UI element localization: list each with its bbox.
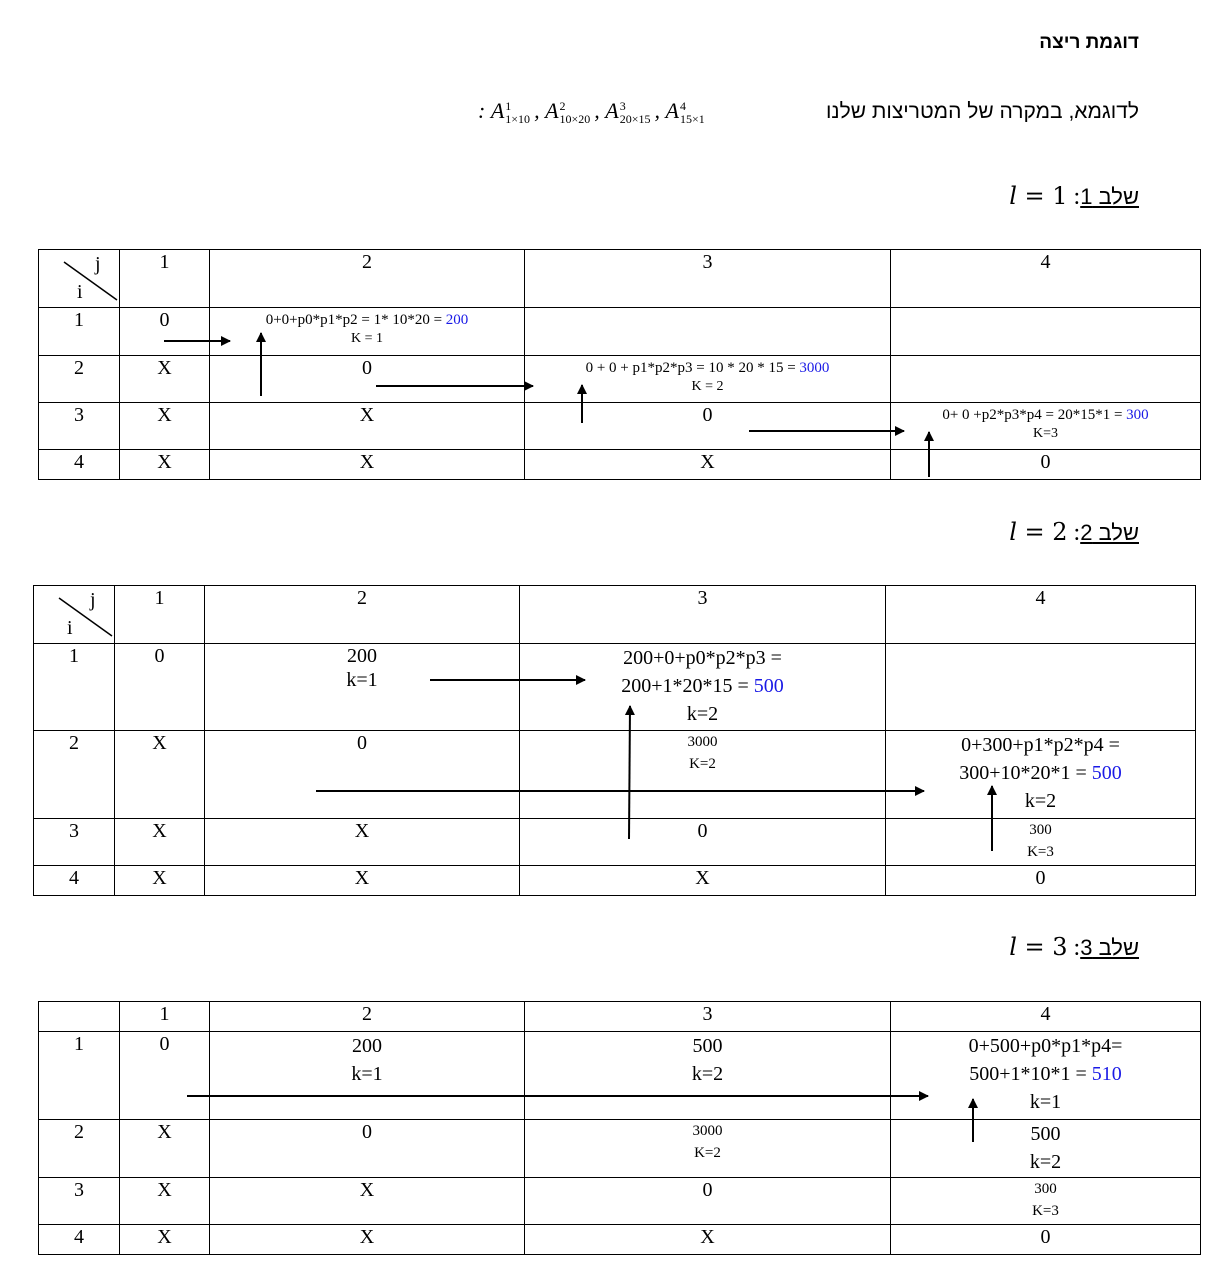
cell-2-4: 0+300+p1*p2*p4 = 300+10*20*1 = 500 k=2: [886, 731, 1196, 819]
col-header: 4: [886, 586, 1196, 644]
cell: X: [520, 866, 886, 896]
cell: X: [210, 450, 525, 480]
cell: 0: [120, 308, 210, 356]
cell-1-4: 0+500+p0*p1*p4= 500+1*10*1 = 510 k=1: [891, 1032, 1201, 1120]
col-header: 3: [525, 1002, 891, 1032]
col-header: 2: [205, 586, 520, 644]
row-header: 2: [39, 356, 120, 403]
table-step-1: [38, 249, 1201, 480]
row-header: 1: [39, 308, 120, 356]
table-step-3: [38, 1001, 1201, 1255]
cell: X: [210, 1178, 525, 1225]
col-header: 3: [525, 250, 891, 308]
corner-cell: [39, 1002, 120, 1032]
cell: 0: [891, 1225, 1201, 1255]
corner-cell: [34, 586, 115, 644]
cell: X: [120, 356, 210, 403]
cell: X: [120, 1178, 210, 1225]
row-header: 4: [39, 450, 120, 480]
cell: [891, 356, 1201, 403]
cell-1-3: 200+0+p0*p2*p3 = 200+1*20*15 = 500 k=2: [520, 644, 886, 731]
cell: 0: [210, 1120, 525, 1178]
row-header: 4: [34, 866, 115, 896]
cell: X: [120, 403, 210, 450]
cell: [886, 644, 1196, 731]
row-header: 4: [39, 1225, 120, 1255]
row-header: 1: [39, 1032, 120, 1120]
cell: X: [120, 1120, 210, 1178]
cell: 0: [891, 450, 1201, 480]
cell-1-2: 0+0+p0*p1*p2 = 1* 10*20 = 200 K = 1: [210, 308, 525, 356]
row-header: 1: [34, 644, 115, 731]
cell-2-3: 3000 K=2: [520, 731, 886, 819]
col-header: 2: [210, 250, 525, 308]
cell-2-3: 0 + 0 + p1*p2*p3 = 10 * 20 * 15 = 3000 K = 2: [525, 356, 891, 403]
matrix-a1: A 1 1×10: [490, 98, 531, 126]
corner-j: j: [90, 589, 96, 611]
col-header: 1: [120, 1002, 210, 1032]
cell: X: [205, 866, 520, 896]
step-2-heading: שלב 2: l = 2: [1009, 518, 1139, 546]
col-header: 3: [520, 586, 886, 644]
corner-i: i: [77, 281, 83, 303]
step-3-heading: שלב 3: l = 3: [1009, 933, 1139, 961]
cell: X: [525, 1225, 891, 1255]
cell-2-3: 3000 K=2: [525, 1120, 891, 1178]
cell: [891, 308, 1201, 356]
cell: X: [525, 450, 891, 480]
cell-2-4: 500 k=2: [891, 1120, 1201, 1178]
row-header: 2: [39, 1120, 120, 1178]
col-header: 4: [891, 250, 1201, 308]
cell: 0: [120, 1032, 210, 1120]
row-header: 3: [39, 403, 120, 450]
cell: X: [115, 731, 205, 819]
cell-1-3: 500 k=2: [525, 1032, 891, 1120]
cell: 0: [115, 644, 205, 731]
corner-j: j: [95, 253, 101, 275]
cell-3-4: 0+ 0 +p2*p3*p4 = 20*15*1 = 300 K=3: [891, 403, 1201, 450]
cell-1-2: 200 k=1: [205, 644, 520, 731]
cell-3-4: 300 K=3: [886, 819, 1196, 866]
cell: X: [115, 866, 205, 896]
row-header: 2: [34, 731, 115, 819]
cell: X: [210, 403, 525, 450]
col-header: 2: [210, 1002, 525, 1032]
cell-3-4: 300 K=3: [891, 1178, 1201, 1225]
cell: X: [120, 450, 210, 480]
cell: 0: [886, 866, 1196, 896]
cell: X: [115, 819, 205, 866]
cell: [525, 308, 891, 356]
cell: 0: [520, 819, 886, 866]
matrix-list: : A 1 1×10 , A 2 10×20 , A 3 20×15 , A 4 15×1: [478, 98, 705, 126]
corner-i: i: [67, 617, 73, 639]
cell-1-2: 200 k=1: [210, 1032, 525, 1120]
cell: 0: [210, 356, 525, 403]
cell: X: [120, 1225, 210, 1255]
matrix-a4: A 4 15×1: [665, 98, 705, 126]
matrix-a2: A 2 10×20: [545, 98, 591, 126]
col-header: 1: [120, 250, 210, 308]
cell: 0: [525, 403, 891, 450]
matrix-list-end: :: [478, 98, 486, 123]
matrix-a3: A 3 20×15: [605, 98, 651, 126]
intro-text: לדוגמא, במקרה של המטריצות שלנו: [825, 100, 1139, 123]
table-step-2: [33, 585, 1196, 896]
col-header: 4: [891, 1002, 1201, 1032]
row-header: 3: [39, 1178, 120, 1225]
cell: 0: [205, 731, 520, 819]
col-header: 1: [115, 586, 205, 644]
row-header: 3: [34, 819, 115, 866]
step-1-heading: שלב 1: l = 1: [1009, 182, 1139, 210]
corner-cell: [39, 250, 120, 308]
cell: 0: [525, 1178, 891, 1225]
cell: X: [205, 819, 520, 866]
page-heading: דוגמת ריצה: [1039, 32, 1139, 53]
cell: X: [210, 1225, 525, 1255]
